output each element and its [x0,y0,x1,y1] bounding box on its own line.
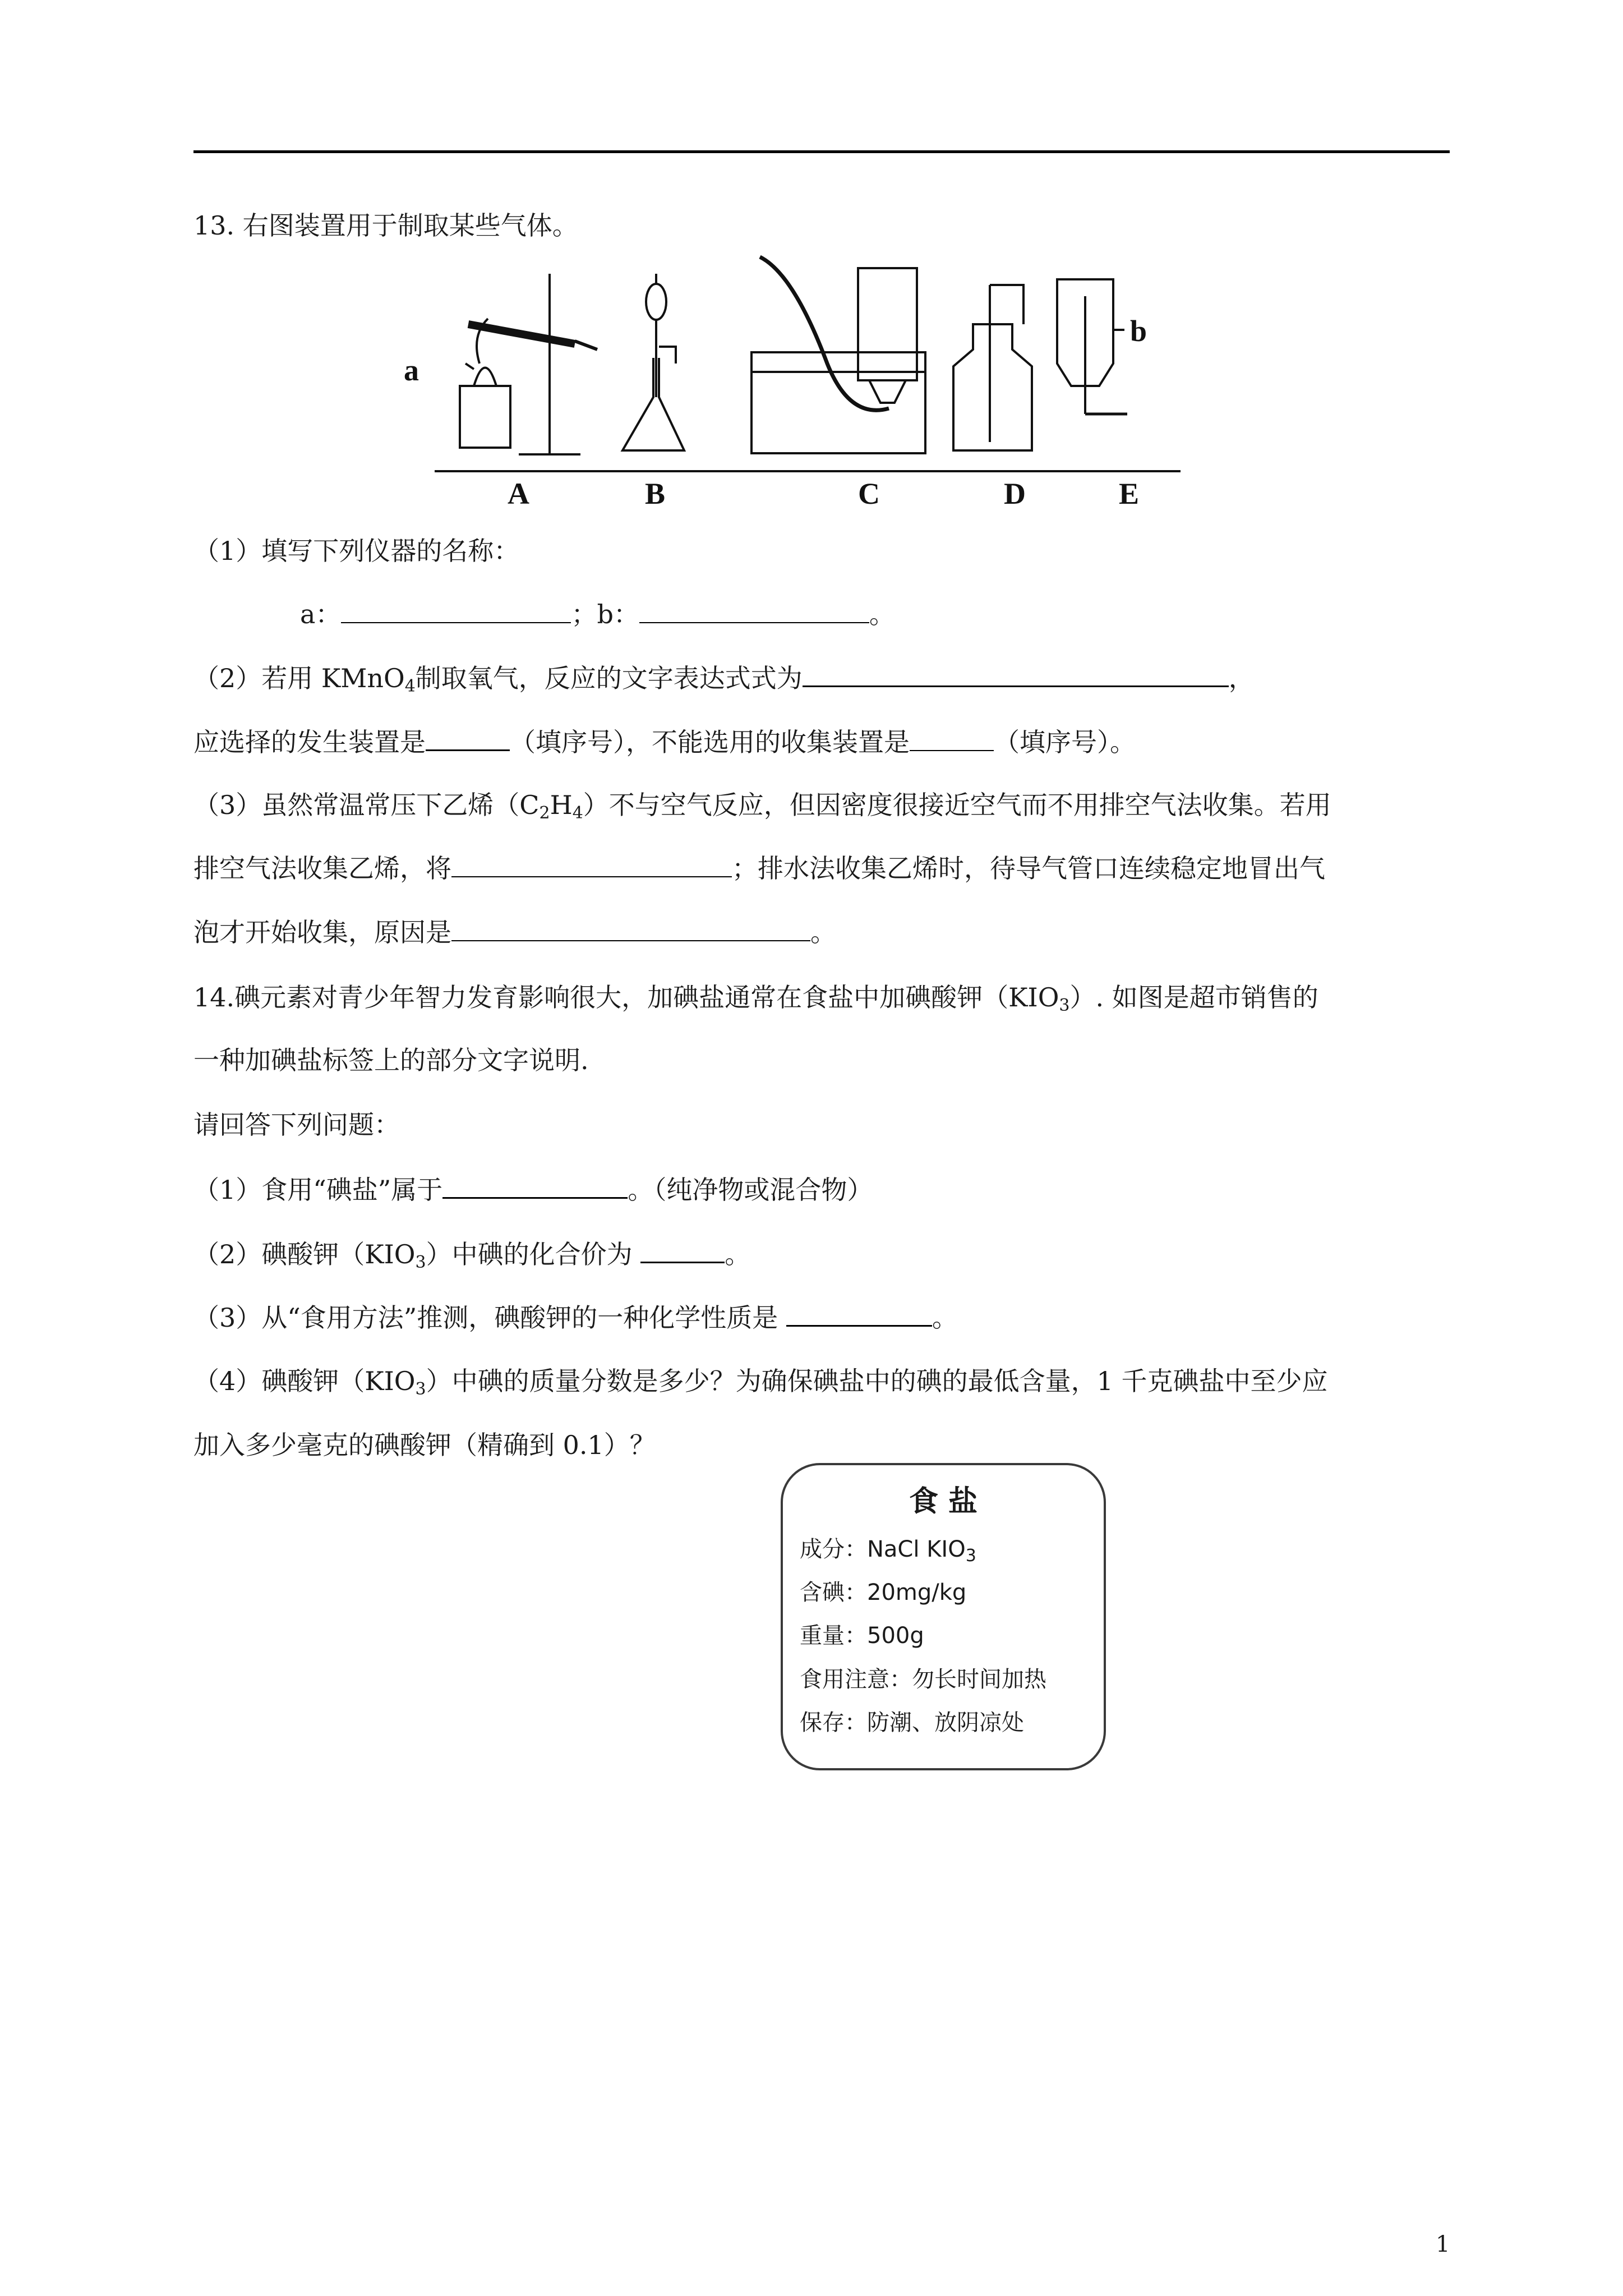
q13-part1-blanks: a： ；b： 。 [300,597,895,631]
q14-stem-line2: 一种加碘盐标签上的部分文字说明. [193,1045,589,1075]
answer-blank-generator[interactable] [426,725,510,751]
salt-label-weight: 重量：500g [800,1623,924,1649]
fig-label-B: B [645,477,666,510]
salt-label-iodine: 含碘：20mg/kg [800,1580,967,1605]
q13-part2-line2: 应选择的发生装置是 （填序号），不能选用的收集装置是 （填序号）。 [193,725,1136,759]
answer-blank-14-3[interactable] [786,1300,932,1327]
q14-part4-line2: 加入多少毫克的碘酸钾（精确到 0.1）？ [193,1430,656,1460]
q13-part3-line2: 排空气法收集乙烯，将 ；排水法收集乙烯时，待导气管口连续稳定地冒出气 [193,852,1325,885]
q13-part3-line3: 泡才开始收集，原因是 。 [193,915,836,949]
q14-part3: （3）从“食用方法”推测，碘酸钾的一种化学性质是 。 [193,1300,958,1335]
q14-prompt: 请回答下列问题： [193,1110,400,1140]
page-number: 1 [1436,2231,1450,2257]
q13-stem: 13. 右图装置用于制取某些气体。 [193,210,578,241]
fig-label-E: E [1119,477,1140,510]
fig-label-b: b [1130,314,1147,348]
answer-blank-14-2[interactable] [640,1237,725,1263]
gas-apparatus-figure [404,251,1181,510]
q13-part3-line1: （3）虽然常温常压下乙烯$(C_2H_4)$不与空气反应，但因密度很接近空气而不用排空气法收集。若用 [193,790,1331,823]
answer-blank-b[interactable] [639,597,869,623]
q14-stem-line1: 14.碘元素对青少年智力发育影响很大，加碘盐通常在食盐中加碘酸钾$(KIO_3)$. 如图是超市销售的 [193,982,1318,1015]
answer-blank-a[interactable] [341,597,571,623]
q13-part2-line1: （2）若用 KMnO$_4$制取氧气，反应的文字表达式式为 ， [193,661,1255,703]
q14-part4-line1: （4）碘酸钾$(KIO_3)$中碘的质量分数是多少？为确保碘盐中的碘的最低含量，1 千克碘盐中至少应 [193,1366,1328,1399]
fig-label-A: A [508,477,529,510]
fig-label-D: D [1004,477,1026,510]
fig-label-C: C [858,477,880,510]
answer-blank-collector[interactable] [910,725,994,751]
answer-blank-14-1[interactable] [442,1172,628,1199]
salt-label-title: 食 盐 [909,1485,978,1519]
q14-part2: （2）碘酸钾$(KIO_3)$中碘的化合价为 。 [193,1237,750,1280]
q13-part1: （1）填写下列仪器的名称： [193,536,520,566]
salt-label-ingredients: 成分：NaCl $KIO_3$ [800,1536,976,1566]
answer-blank-ethylene[interactable] [451,852,732,877]
fig-label-a: a [404,353,419,387]
salt-label-caution: 食用注意：勿长时间加热 [800,1667,1046,1692]
answer-blank-reason[interactable] [451,915,810,941]
salt-label-card [781,1463,1106,1770]
q14-part1: （1）食用“碘盐”属于 。（纯净物或混合物） [193,1172,873,1207]
header-rule [193,150,1450,153]
answer-blank-expression[interactable] [803,661,1229,687]
salt-label-storage: 保存：防潮、放阴凉处 [800,1710,1024,1736]
